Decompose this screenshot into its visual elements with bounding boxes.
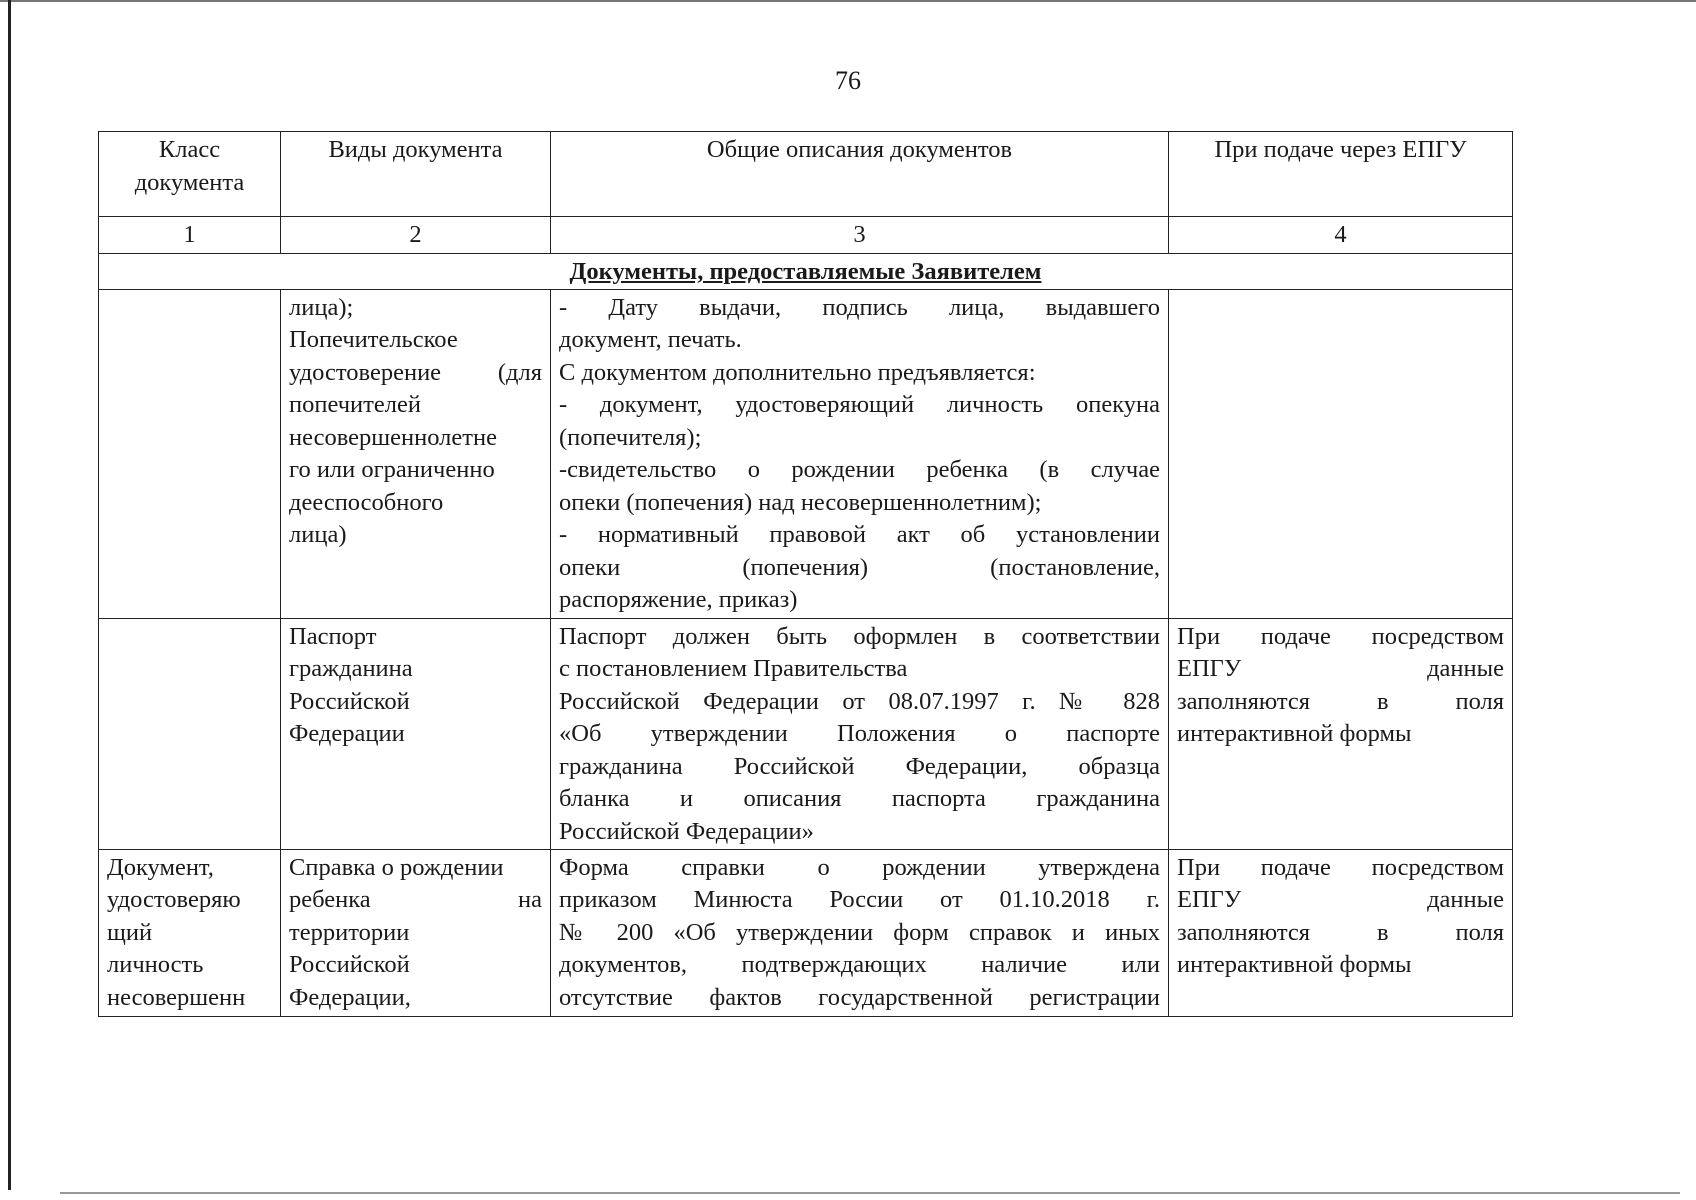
kind-line: гражданина <box>289 655 413 682</box>
column-number-2: 2 <box>281 217 551 254</box>
header-epgu-submission: При подаче через ЕПГУ <box>1169 132 1513 217</box>
description-line: - Дату выдачи, подпись лица, выдавшего <box>559 293 1160 321</box>
kind-line: попечителей <box>289 391 421 418</box>
epgu-cell <box>1169 849 1513 1016</box>
documents-table <box>98 131 1513 1017</box>
column-number-row <box>99 217 1513 254</box>
document-kind-cell <box>281 618 551 849</box>
kind-line: го или ограниченно <box>289 456 495 483</box>
description-line: Форма справки о рождении утверждена <box>559 853 1160 881</box>
description-line: опеки (попечения) (постановление, <box>559 553 1160 581</box>
document-kind-cell <box>281 289 551 618</box>
kind-line: ребенка на <box>289 886 542 913</box>
kind-line: Российской <box>289 687 410 715</box>
class-line: личность <box>107 951 204 978</box>
table-row <box>99 849 1513 1016</box>
epgu-line: интерактивной формы <box>1177 720 1412 747</box>
description-line: Российской Федерации от 08.07.1997 г. № 828 <box>559 687 1160 715</box>
column-number-3: 3 <box>551 217 1169 254</box>
epgu-line: При подаче посредством <box>1177 622 1504 650</box>
kind-line: Попечительское <box>289 326 458 353</box>
document-description-cell <box>551 289 1169 618</box>
description-line: Паспорт должен быть оформлен в соответствии <box>559 622 1160 650</box>
class-line: несовершенн <box>107 983 246 1011</box>
description-line: - документ, удостоверяющий личность опекуна <box>559 391 1160 418</box>
bottom-scan-edge <box>60 1192 1680 1194</box>
description-line: (попечителя); <box>559 423 702 451</box>
document-class-cell <box>99 618 281 849</box>
kind-line: Паспорт <box>289 622 377 650</box>
table-header-row <box>99 132 1513 217</box>
kind-line: лица); <box>289 293 354 321</box>
column-number-1: 1 <box>99 217 281 254</box>
left-scan-edge <box>8 0 11 1190</box>
description-line: с постановлением Правительства <box>559 655 908 682</box>
kind-line: удостоверение (для <box>289 358 542 386</box>
header-document-descriptions: Общие описания документов <box>551 132 1169 217</box>
section-title: Документы, предоставляемые Заявителем <box>99 254 1513 290</box>
description-line: -свидетельство о рождении ребенка (в случае <box>559 456 1160 483</box>
epgu-line: ЕПГУ данные <box>1177 655 1504 682</box>
table-row <box>99 618 1513 849</box>
description-line: документ, печать. <box>559 326 742 353</box>
document-description-cell <box>551 849 1169 1016</box>
description-line: распоряжение, приказ) <box>559 586 798 613</box>
description-line: № 200 «Об утверждении форм справок и иных <box>559 918 1160 946</box>
top-scan-edge <box>0 0 1696 2</box>
document-kind-cell <box>281 849 551 1016</box>
description-line: гражданина Российской Федерации, образца <box>559 752 1160 780</box>
column-number-4: 4 <box>1169 217 1513 254</box>
kind-line: лица) <box>289 521 347 548</box>
epgu-line: заполняются в поля <box>1177 687 1504 715</box>
epgu-cell <box>1169 289 1513 618</box>
kind-line: территории <box>289 918 410 946</box>
header-document-class: Класс документа <box>99 132 281 217</box>
class-line: Документ, <box>107 853 214 881</box>
description-line: - нормативный правовой акт об установлении <box>559 521 1160 548</box>
kind-line: Федерации <box>289 720 405 747</box>
epgu-cell <box>1169 618 1513 849</box>
kind-line: Российской <box>289 951 410 978</box>
header-document-kinds: Виды документа <box>281 132 551 217</box>
description-line: приказом Минюста России от 01.10.2018 г. <box>559 886 1160 913</box>
kind-line: Справка о рождении <box>289 853 504 881</box>
section-row <box>99 254 1513 290</box>
description-line: бланка и описания паспорта гражданина <box>559 785 1160 812</box>
description-line: документов, подтверждающих наличие или <box>559 951 1160 978</box>
description-line: отсутствие фактов государственной регистрации <box>559 983 1160 1011</box>
epgu-line: заполняются в поля <box>1177 918 1504 946</box>
description-line: С документом дополнительно предъявляется: <box>559 358 1036 386</box>
epgu-line: интерактивной формы <box>1177 951 1412 978</box>
document-class-cell <box>99 849 281 1016</box>
page-number: 76 <box>835 66 861 95</box>
epgu-line: ЕПГУ данные <box>1177 886 1504 913</box>
description-line: «Об утверждении Положения о паспорте <box>559 720 1160 747</box>
class-line: удостоверяю <box>107 886 241 913</box>
document-class-cell <box>99 289 281 618</box>
description-line: опеки (попечения) над несовершеннолетним); <box>559 488 1042 516</box>
kind-line: Федерации, <box>289 983 411 1011</box>
kind-line: дееспособного <box>289 488 444 516</box>
table-row <box>99 289 1513 618</box>
document-description-cell <box>551 618 1169 849</box>
class-line: щий <box>107 918 153 946</box>
epgu-line: При подаче посредством <box>1177 853 1504 881</box>
description-line: Российской Федерации» <box>559 817 814 845</box>
kind-line: несовершеннолетне <box>289 423 497 451</box>
